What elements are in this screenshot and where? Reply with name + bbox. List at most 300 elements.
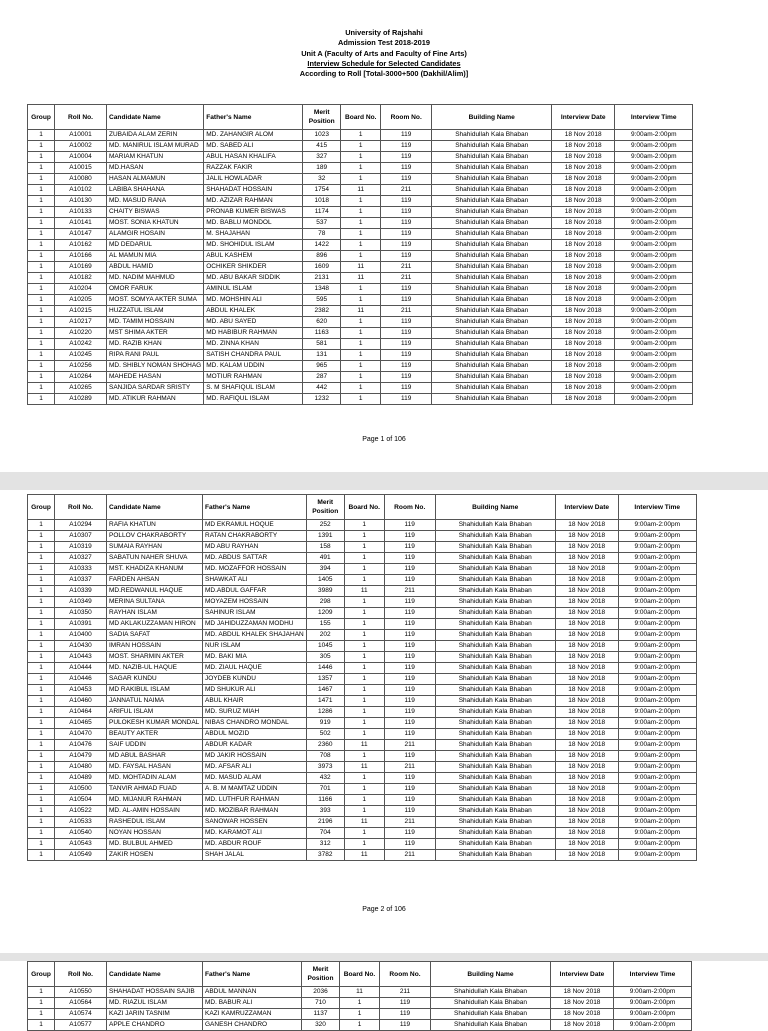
- table-cell: Shahidullah Kala Bhaban: [432, 394, 552, 405]
- table-cell: HUZZATUL ISLAM: [107, 306, 204, 317]
- table-cell: CHAITY BISWAS: [107, 207, 204, 218]
- table-cell: LABIBA SHAHANA: [107, 185, 204, 196]
- table-cell: 119: [384, 784, 435, 795]
- table-cell: MD. MANIRUL ISLAM MURAD: [107, 141, 204, 152]
- table-cell: 595: [303, 295, 341, 306]
- table-cell: A10464: [55, 707, 107, 718]
- table-cell: 119: [384, 597, 435, 608]
- table-cell: MD. ZAHANGIR ALOM: [204, 130, 303, 141]
- table-cell: A10470: [55, 729, 107, 740]
- table-cell: 1: [341, 328, 381, 339]
- table-cell: 1: [344, 707, 384, 718]
- table-cell: Shahidullah Kala Bhaban: [435, 707, 555, 718]
- table-cell: MD.REDWANUL HAQUE: [107, 586, 203, 597]
- table-cell: 119: [384, 652, 435, 663]
- table-cell: Shahidullah Kala Bhaban: [432, 240, 552, 251]
- table-cell: 9:00am-2:00pm: [618, 586, 696, 597]
- table-cell: 11: [341, 185, 381, 196]
- table-cell: 9:00am-2:00pm: [615, 130, 693, 141]
- table-cell: 18 Nov 2018: [552, 185, 615, 196]
- table-cell: RASHEDUL ISLAM: [107, 817, 203, 828]
- table-cell: Shahidullah Kala Bhaban: [435, 850, 555, 861]
- table-cell: 1: [344, 520, 384, 531]
- table-cell: MD. BABLU MONDOL: [204, 218, 303, 229]
- table-cell: 18 Nov 2018: [555, 520, 618, 531]
- table-cell: A10564: [55, 998, 107, 1009]
- table-cell: A10102: [55, 185, 107, 196]
- table-cell: 119: [384, 619, 435, 630]
- table-cell: 18 Nov 2018: [555, 817, 618, 828]
- table-cell: MOST. SOMYA AKTER SUMA: [107, 295, 204, 306]
- table-cell: 18 Nov 2018: [555, 850, 618, 861]
- table-cell: A10453: [55, 685, 107, 696]
- table-cell: 1: [28, 251, 55, 262]
- table-cell: 119: [381, 284, 432, 295]
- header-row: [28, 495, 697, 520]
- table-cell: 1: [28, 317, 55, 328]
- table-cell: TANVIR AHMAD FUAD: [107, 784, 203, 795]
- table-cell: NIBAS CHANDRO MONDAL: [203, 718, 307, 729]
- table-cell: 1: [341, 361, 381, 372]
- table-cell: OCHIKER SHIKDER: [204, 262, 303, 273]
- table-cell: 1: [344, 696, 384, 707]
- table-cell: 211: [381, 306, 432, 317]
- table-cell: SAGAR KUNDU: [107, 674, 203, 685]
- table-cell: 252: [306, 520, 344, 531]
- table-cell: Shahidullah Kala Bhaban: [435, 564, 555, 575]
- table-cell: 11: [344, 740, 384, 751]
- table-cell: 1: [344, 718, 384, 729]
- column-header: Interview Date: [551, 962, 614, 987]
- table-row: [28, 597, 697, 608]
- table-cell: MD EKRAMUL HOQUE: [203, 520, 307, 531]
- table-cell: 18 Nov 2018: [552, 339, 615, 350]
- table-cell: 119: [384, 630, 435, 641]
- table-cell: 1: [341, 130, 381, 141]
- table-cell: 119: [381, 174, 432, 185]
- table-cell: 1: [28, 817, 55, 828]
- table-cell: A10504: [55, 795, 107, 806]
- table-cell: 131: [303, 350, 341, 361]
- table-cell: 18 Nov 2018: [555, 795, 618, 806]
- table-cell: Shahidullah Kala Bhaban: [435, 729, 555, 740]
- table-cell: JALIL HOWLADAR: [204, 174, 303, 185]
- table-row: [28, 350, 693, 361]
- table-row: [28, 641, 697, 652]
- table-cell: 1391: [306, 531, 344, 542]
- table-cell: 119: [384, 608, 435, 619]
- table-cell: 1: [28, 762, 55, 773]
- table-cell: Shahidullah Kala Bhaban: [432, 174, 552, 185]
- table-cell: MOST. SHARMIN AKTER: [107, 652, 203, 663]
- table-cell: Shahidullah Kala Bhaban: [432, 295, 552, 306]
- table-cell: 119: [384, 839, 435, 850]
- table-cell: 2382: [303, 306, 341, 317]
- table-cell: 119: [381, 207, 432, 218]
- table-cell: MD. RAFIQUL ISLAM: [204, 394, 303, 405]
- table-cell: SHAH JALAL: [203, 850, 307, 861]
- table-cell: 119: [384, 663, 435, 674]
- table-cell: Shahidullah Kala Bhaban: [432, 339, 552, 350]
- table-cell: 9:00am-2:00pm: [615, 317, 693, 328]
- table-cell: 1: [344, 751, 384, 762]
- table-cell: MD RAKIBUL ISLAM: [107, 685, 203, 696]
- table-cell: Shahidullah Kala Bhaban: [432, 196, 552, 207]
- table-cell: A10319: [55, 542, 107, 553]
- table-cell: Shahidullah Kala Bhaban: [435, 641, 555, 652]
- table-cell: 9:00am-2:00pm: [618, 762, 696, 773]
- table-cell: 9:00am-2:00pm: [615, 141, 693, 152]
- table-cell: Shahidullah Kala Bhaban: [435, 795, 555, 806]
- table-cell: 491: [306, 553, 344, 564]
- table-cell: 119: [384, 674, 435, 685]
- table-cell: Shahidullah Kala Bhaban: [432, 361, 552, 372]
- table-cell: 9:00am-2:00pm: [618, 729, 696, 740]
- table-row: [28, 762, 697, 773]
- table-cell: 9:00am-2:00pm: [615, 273, 693, 284]
- table-cell: 1: [28, 630, 55, 641]
- test-title: Admission Test 2018-2019: [338, 38, 430, 48]
- table-cell: 1: [341, 383, 381, 394]
- table-cell: A10264: [55, 372, 107, 383]
- table-cell: 1: [344, 663, 384, 674]
- table-cell: ZAKIR HOSEN: [107, 850, 203, 861]
- column-header: Merit Position: [306, 495, 344, 520]
- table-cell: Shahidullah Kala Bhaban: [432, 163, 552, 174]
- table-cell: 9:00am-2:00pm: [615, 207, 693, 218]
- table-cell: 1: [340, 1009, 380, 1020]
- table-cell: A10242: [55, 339, 107, 350]
- table-cell: 9:00am-2:00pm: [618, 542, 696, 553]
- table-cell: 18 Nov 2018: [555, 685, 618, 696]
- table-cell: Shahidullah Kala Bhaban: [435, 751, 555, 762]
- table-cell: 18 Nov 2018: [555, 839, 618, 850]
- table-cell: NOYAN HOSSAN: [107, 828, 203, 839]
- table-cell: 1: [28, 284, 55, 295]
- table-cell: A10162: [55, 240, 107, 251]
- page-footer: Page 2 of 106: [362, 906, 406, 913]
- table-cell: SAHINUR ISLAM: [203, 608, 307, 619]
- table-cell: 1: [28, 240, 55, 251]
- table-cell: 9:00am-2:00pm: [615, 174, 693, 185]
- table-cell: Shahidullah Kala Bhaban: [432, 372, 552, 383]
- table-cell: 1: [28, 218, 55, 229]
- table-cell: 11: [344, 850, 384, 861]
- column-header: Interview Time: [614, 962, 692, 987]
- table-row: [28, 394, 693, 405]
- table-cell: 18 Nov 2018: [555, 608, 618, 619]
- table-cell: 2196: [306, 817, 344, 828]
- column-header: Father's Name: [203, 495, 307, 520]
- table-cell: 327: [303, 152, 341, 163]
- table-cell: 9:00am-2:00pm: [618, 575, 696, 586]
- table-row: [28, 850, 697, 861]
- table-cell: 9:00am-2:00pm: [615, 372, 693, 383]
- table-cell: PRONAB KUMER BISWAS: [204, 207, 303, 218]
- table-cell: 119: [384, 542, 435, 553]
- table-cell: 9:00am-2:00pm: [618, 619, 696, 630]
- table-cell: 18 Nov 2018: [555, 806, 618, 817]
- table-cell: SAIF UDDIN: [107, 740, 203, 751]
- table-cell: 18 Nov 2018: [552, 251, 615, 262]
- table-cell: 1: [341, 339, 381, 350]
- according-title: According to Roll [Total-3000+500 (Dakhil/Alim)]: [299, 69, 469, 79]
- table-cell: A10500: [55, 784, 107, 795]
- table-cell: 18 Nov 2018: [555, 586, 618, 597]
- table-cell: 9:00am-2:00pm: [615, 383, 693, 394]
- table-cell: GANESH CHANDRO: [203, 1020, 302, 1031]
- table-cell: 1: [340, 998, 380, 1009]
- table-cell: 1209: [306, 608, 344, 619]
- page-separator: [0, 472, 768, 490]
- table-cell: KAZI KAMRUZZAMAN: [203, 1009, 302, 1020]
- table-cell: ZUBAIDA ALAM ZERIN: [107, 130, 204, 141]
- table-cell: 211: [384, 740, 435, 751]
- table-cell: 18 Nov 2018: [555, 663, 618, 674]
- table-cell: 1: [341, 152, 381, 163]
- table-cell: MD. ABDUR ROUF: [203, 839, 307, 850]
- table-cell: 1: [28, 339, 55, 350]
- table-cell: 9:00am-2:00pm: [618, 806, 696, 817]
- column-header: Father's Name: [203, 962, 302, 987]
- table-row: [28, 372, 693, 383]
- table-cell: 1: [28, 751, 55, 762]
- table-row: [28, 196, 693, 207]
- table-cell: Shahidullah Kala Bhaban: [435, 663, 555, 674]
- table-cell: 18 Nov 2018: [555, 564, 618, 575]
- table-cell: 1: [28, 328, 55, 339]
- table-cell: 1: [344, 619, 384, 630]
- table-row: [28, 630, 697, 641]
- table-cell: 1: [28, 350, 55, 361]
- table-cell: IMRAN HOSSAIN: [107, 641, 203, 652]
- table-cell: Shahidullah Kala Bhaban: [432, 273, 552, 284]
- table-cell: 1: [341, 229, 381, 240]
- table-cell: MD. MASUD ALAM: [203, 773, 307, 784]
- table-cell: 1045: [306, 641, 344, 652]
- column-header: Group: [28, 105, 55, 130]
- table-cell: 18 Nov 2018: [552, 328, 615, 339]
- table-cell: 1471: [306, 696, 344, 707]
- table-cell: MOST. SONIA KHATUN: [107, 218, 204, 229]
- table-cell: PULOKESH KUMAR MONDAL: [107, 718, 203, 729]
- page-footer: Page 1 of 106: [362, 436, 406, 443]
- table-cell: MD. SABED ALI: [204, 141, 303, 152]
- table-cell: 394: [306, 564, 344, 575]
- table-cell: 1: [344, 806, 384, 817]
- table-cell: RAZZAK FAKIR: [204, 163, 303, 174]
- table-cell: A10307: [55, 531, 107, 542]
- table-cell: 1232: [303, 394, 341, 405]
- table-row: [28, 998, 692, 1009]
- column-header: Board No.: [344, 495, 384, 520]
- table-cell: 18 Nov 2018: [552, 196, 615, 207]
- table-cell: MD. MOHTADIN ALAM: [107, 773, 203, 784]
- table-cell: MD. MIJANUR RAHMAN: [107, 795, 203, 806]
- column-header: Room No.: [381, 105, 432, 130]
- table-cell: 18 Nov 2018: [552, 372, 615, 383]
- table-cell: Shahidullah Kala Bhaban: [432, 251, 552, 262]
- table-cell: 965: [303, 361, 341, 372]
- table-cell: SHAHADAT HOSSAIN SAJIB: [107, 987, 203, 998]
- table-cell: A10147: [55, 229, 107, 240]
- table-cell: 18 Nov 2018: [555, 531, 618, 542]
- table-cell: 211: [381, 185, 432, 196]
- table-cell: 18 Nov 2018: [555, 597, 618, 608]
- table-cell: MD ABUL BASHAR: [107, 751, 203, 762]
- table-cell: RIPA RANI PAUL: [107, 350, 204, 361]
- table-cell: 9:00am-2:00pm: [618, 674, 696, 685]
- table-cell: 1609: [303, 262, 341, 273]
- table-cell: 18 Nov 2018: [552, 152, 615, 163]
- table-cell: 119: [381, 240, 432, 251]
- table-cell: SUMAIA RAYHAN: [107, 542, 203, 553]
- table-cell: ABUL HASAN KHALIFA: [204, 152, 303, 163]
- table-cell: 211: [381, 262, 432, 273]
- column-header: Interview Date: [555, 495, 618, 520]
- table-cell: 18 Nov 2018: [555, 619, 618, 630]
- column-header: Interview Date: [552, 105, 615, 130]
- table-cell: APPLE CHANDRO: [107, 1020, 203, 1031]
- table-cell: 119: [381, 229, 432, 240]
- table-row: [28, 707, 697, 718]
- table-cell: 9:00am-2:00pm: [618, 531, 696, 542]
- table-cell: 1: [28, 531, 55, 542]
- table-cell: A10002: [55, 141, 107, 152]
- table-cell: 119: [384, 696, 435, 707]
- table-cell: 9:00am-2:00pm: [615, 240, 693, 251]
- table-row: [28, 317, 693, 328]
- table-cell: Shahidullah Kala Bhaban: [435, 520, 555, 531]
- table-cell: 9:00am-2:00pm: [618, 564, 696, 575]
- table-cell: RATAN CHAKRABORTY: [203, 531, 307, 542]
- table-row: [28, 685, 697, 696]
- table-cell: MD. BAKI MIA: [203, 652, 307, 663]
- table-cell: 9:00am-2:00pm: [618, 520, 696, 531]
- table-cell: 1: [344, 784, 384, 795]
- table-cell: A10522: [55, 806, 107, 817]
- table-cell: 287: [303, 372, 341, 383]
- table-cell: 1405: [306, 575, 344, 586]
- table-cell: 18 Nov 2018: [555, 575, 618, 586]
- table-cell: 119: [381, 163, 432, 174]
- table-cell: 9:00am-2:00pm: [618, 773, 696, 784]
- table-cell: A10130: [55, 196, 107, 207]
- table-cell: 119: [384, 575, 435, 586]
- table-cell: 119: [381, 350, 432, 361]
- table-cell: A10327: [55, 553, 107, 564]
- table-cell: 1: [28, 696, 55, 707]
- table-cell: 119: [381, 361, 432, 372]
- table-cell: 1: [340, 1020, 380, 1031]
- table-cell: 211: [381, 273, 432, 284]
- table-cell: Shahidullah Kala Bhaban: [435, 828, 555, 839]
- table-cell: 18 Nov 2018: [555, 718, 618, 729]
- table-row: [28, 751, 697, 762]
- table-cell: 1: [28, 564, 55, 575]
- table-cell: 1: [28, 806, 55, 817]
- table-cell: 9:00am-2:00pm: [618, 641, 696, 652]
- table-cell: 18 Nov 2018: [552, 383, 615, 394]
- schedule-table-page-3: [27, 961, 692, 1031]
- table-cell: A10540: [55, 828, 107, 839]
- table-cell: FARDEN AHSAN: [107, 575, 203, 586]
- table-row: [28, 1020, 692, 1031]
- table-row: [28, 185, 693, 196]
- table-cell: MD ABU RAYHAN: [203, 542, 307, 553]
- table-cell: 119: [384, 806, 435, 817]
- table-cell: MD HABIBUR RAHMAN: [204, 328, 303, 339]
- schedule-table-page-1: [27, 104, 693, 405]
- table-cell: 18 Nov 2018: [551, 1020, 614, 1031]
- table-cell: MD. KALAM UDDIN: [204, 361, 303, 372]
- table-cell: RAFIA KHATUN: [107, 520, 203, 531]
- table-row: [28, 564, 697, 575]
- table-cell: 119: [384, 707, 435, 718]
- table-cell: 119: [381, 372, 432, 383]
- table-cell: Shahidullah Kala Bhaban: [432, 185, 552, 196]
- table-cell: 18 Nov 2018: [552, 218, 615, 229]
- table-cell: 119: [380, 998, 431, 1009]
- table-cell: 9:00am-2:00pm: [615, 361, 693, 372]
- table-cell: A10549: [55, 850, 107, 861]
- table-cell: 1: [28, 652, 55, 663]
- column-header: Interview Time: [618, 495, 696, 520]
- page-2: [0, 490, 768, 953]
- table-cell: 1: [28, 641, 55, 652]
- table-cell: Shahidullah Kala Bhaban: [432, 152, 552, 163]
- header-row: [28, 105, 693, 130]
- table-cell: SABATUN NAHER SHUVA: [107, 553, 203, 564]
- table-cell: 305: [306, 652, 344, 663]
- table-cell: A10204: [55, 284, 107, 295]
- column-header: Father's Name: [204, 105, 303, 130]
- table-cell: 18 Nov 2018: [552, 317, 615, 328]
- table-cell: 1: [28, 152, 55, 163]
- table-cell: 9:00am-2:00pm: [618, 685, 696, 696]
- table-cell: Shahidullah Kala Bhaban: [432, 218, 552, 229]
- table-cell: MD. TAMIM HOSSAIN: [107, 317, 204, 328]
- table-cell: 9:00am-2:00pm: [615, 152, 693, 163]
- table-cell: 581: [303, 339, 341, 350]
- table-cell: 202: [306, 630, 344, 641]
- table-cell: 1: [341, 196, 381, 207]
- column-header: Board No.: [341, 105, 381, 130]
- table-cell: 1: [28, 575, 55, 586]
- table-cell: 211: [384, 817, 435, 828]
- table-cell: MD. MOZAFFOR HOSSAIN: [203, 564, 307, 575]
- table-cell: MD. BULBUL AHMED: [107, 839, 203, 850]
- table-cell: MOTIUR RAHMAN: [204, 372, 303, 383]
- table-cell: MOYAZEM HOSSAIN: [203, 597, 307, 608]
- table-cell: 18 Nov 2018: [552, 174, 615, 185]
- table-cell: 1023: [303, 130, 341, 141]
- table-cell: MD. NAZIB-UL HAQUE: [107, 663, 203, 674]
- table-cell: Shahidullah Kala Bhaban: [435, 531, 555, 542]
- table-cell: Shahidullah Kala Bhaban: [435, 630, 555, 641]
- table-row: [28, 130, 693, 141]
- table-cell: 1: [28, 707, 55, 718]
- table-cell: 9:00am-2:00pm: [615, 284, 693, 295]
- table-cell: A10465: [55, 718, 107, 729]
- table-cell: A10460: [55, 696, 107, 707]
- table-cell: MD. MOZIBAR RAHMAN: [203, 806, 307, 817]
- table-cell: Shahidullah Kala Bhaban: [431, 998, 551, 1009]
- table-cell: 620: [303, 317, 341, 328]
- table-cell: 18 Nov 2018: [555, 652, 618, 663]
- table-cell: 1: [28, 795, 55, 806]
- table-cell: OMOR FARUK: [107, 284, 204, 295]
